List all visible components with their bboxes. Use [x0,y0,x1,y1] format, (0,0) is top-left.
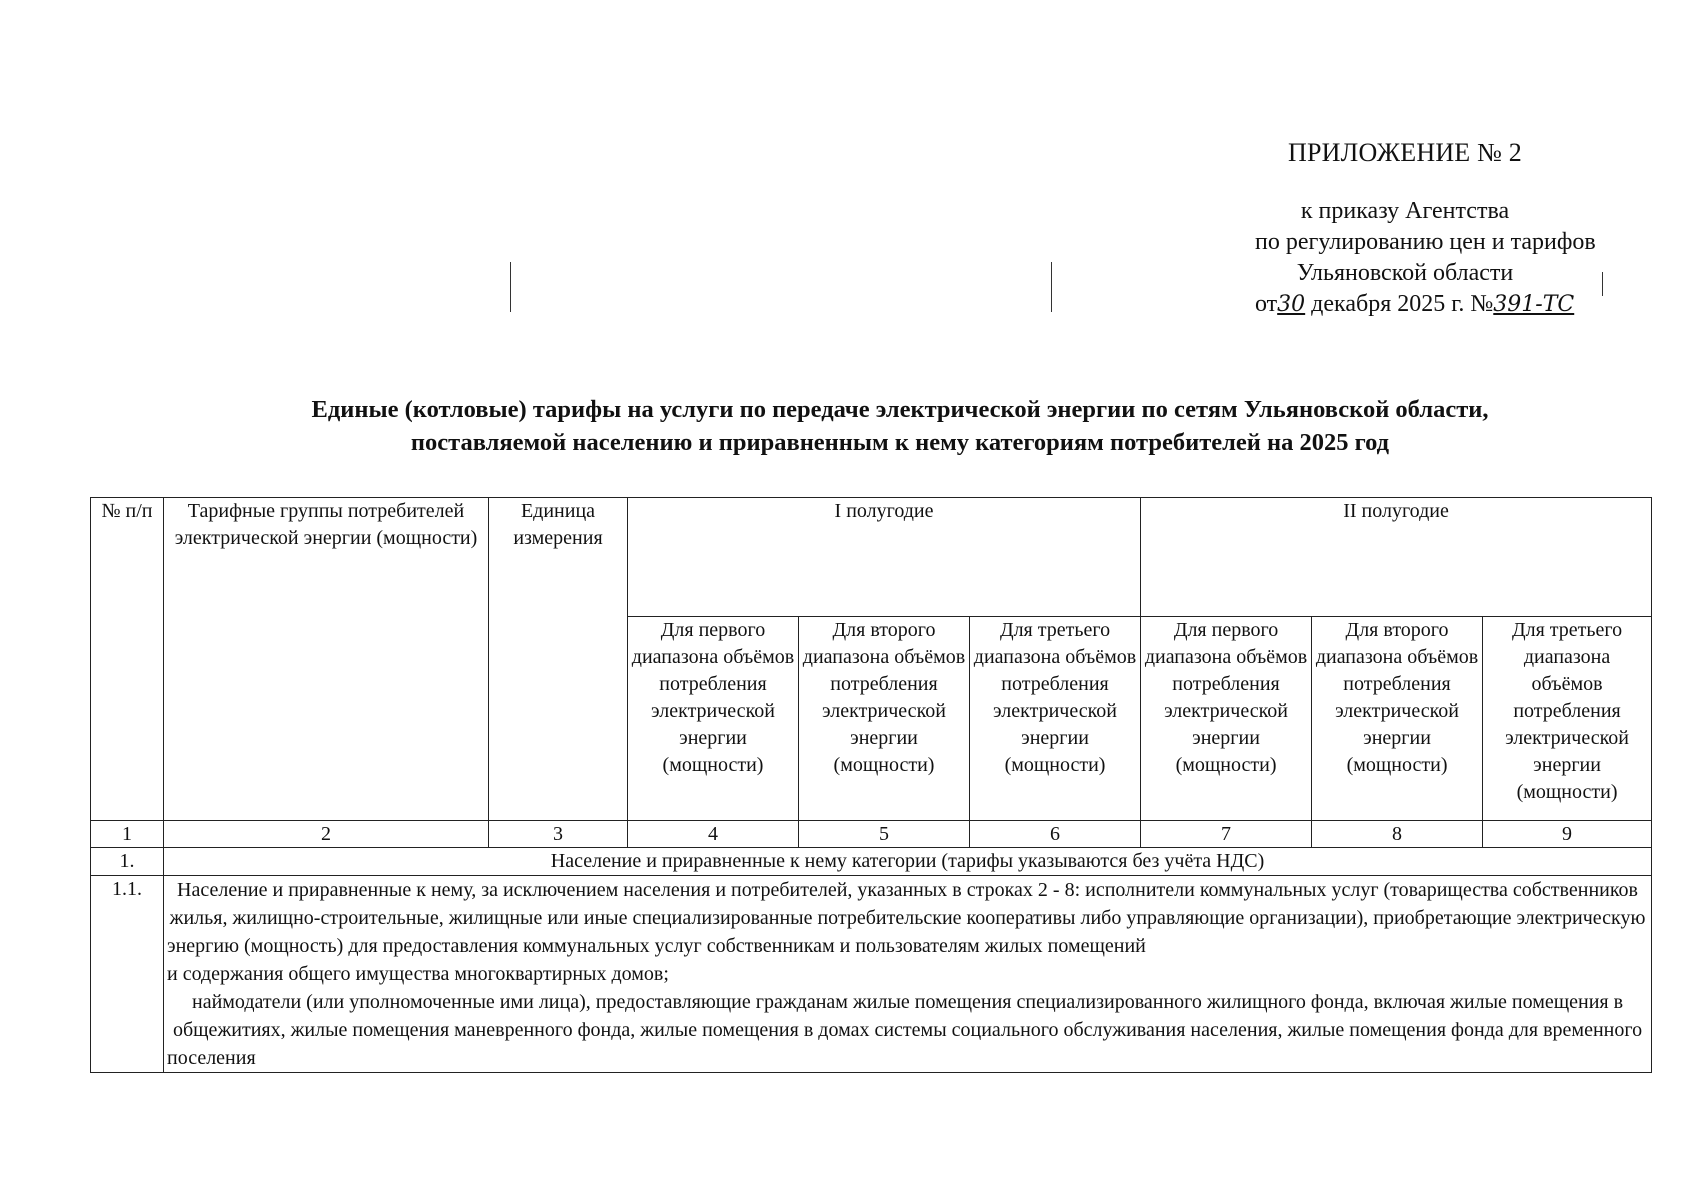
annex-line-3: Ульяновской области [1296,260,1514,286]
header-h1-range-3: Для третьего диапазона объёмов потребления электрической энергии (мощности) [970,617,1141,821]
header-row-1 [91,498,1652,617]
header-unit: Единица измерения [489,498,628,821]
date-rest: декабря 2025 г. № [1311,291,1494,317]
column-number: 2 [164,821,489,848]
document-title-line-2: поставляемой населению и приравненным к нему категориям потребителей на 2025 год [410,429,1390,456]
header-number: № п/п [91,498,164,821]
date-day-handwritten: 30 [1277,292,1306,317]
annex-reference [1255,196,1596,320]
header-half-2: II полугодие [1141,498,1652,617]
header-h1-range-2: Для второго диапазона объёмов потребления электрической энергии (мощности) [799,617,970,821]
header-half-1: I полугодие [628,498,1141,617]
scan-mark [510,262,511,312]
annex-line-1: к приказу Агентства [1300,198,1510,224]
row-description [164,876,1652,1073]
scan-mark [1602,272,1603,296]
header-h2-range-1: Для первого диапазона объёмов потребления электрической энергии (мощности) [1141,617,1312,821]
row-paragraph: наймодатели (или уполномоченные ими лица), предоставляющие гражданам жилые помещения специализированного жилищного фонда, включая жилые помещения в общежитиях, жилые помещения маневренного фонда, жилые помещения в домах системы социального обслуживания населения, жилые помещения фонда для временного поселения [167,991,1643,1069]
tariff-table [90,497,1652,1073]
row-paragraph: и содержания общего имущества многоквартирных домов; [167,963,669,985]
column-number: 5 [799,821,970,848]
document-title [200,393,1600,459]
order-number-handwritten: 391-ТС [1493,292,1575,317]
table-row [91,848,1652,876]
row-number: 1.1. [91,876,164,1073]
annex-title: ПРИЛОЖЕНИЕ № 2 [1288,138,1522,167]
column-number: 6 [970,821,1141,848]
row-paragraph: Население и приравненные к нему, за исключением населения и потребителей, указанных в строках 2 - 8: исполнители коммунальных услуг (товарищества собственников жилья, жилищно-строительные, жилищные или иные специализированные потребительские кооперативы либо управляющие организации), приобретающие электрическую энергию (мощность) для предоставления коммунальных услуг собственникам и пользователям жилых помещений [167,879,1646,957]
column-number: 9 [1483,821,1652,848]
scan-mark [1051,262,1052,312]
annex-block [1255,138,1596,320]
column-number-row [91,821,1652,848]
row-description: Население и приравненные к нему категории (тарифы указываются без учёта НДС) [164,848,1652,876]
annex-line-2: по регулированию цен и тарифов [1255,229,1596,255]
column-number: 4 [628,821,799,848]
column-number: 8 [1312,821,1483,848]
annex-date-line [1255,289,1575,320]
document-title-line-1: Единые (котловые) тарифы на услуги по передаче электрической энергии по сетям Ульяновской области, [311,396,1489,423]
column-number: 3 [489,821,628,848]
column-number: 7 [1141,821,1312,848]
header-h1-range-1: Для первого диапазона объёмов потребления электрической энергии (мощности) [628,617,799,821]
row-number: 1. [91,848,164,876]
header-h2-range-3: Для третьего диапазона объёмов потребления электрической энергии (мощности) [1483,617,1652,821]
date-prefix: от [1255,291,1278,317]
column-number: 1 [91,821,164,848]
header-h2-range-2: Для второго диапазона объёмов потребления электрической энергии (мощности) [1312,617,1483,821]
table-row [91,876,1652,1073]
header-tariff-groups: Тарифные группы потребителей электрической энергии (мощности) [164,498,489,821]
